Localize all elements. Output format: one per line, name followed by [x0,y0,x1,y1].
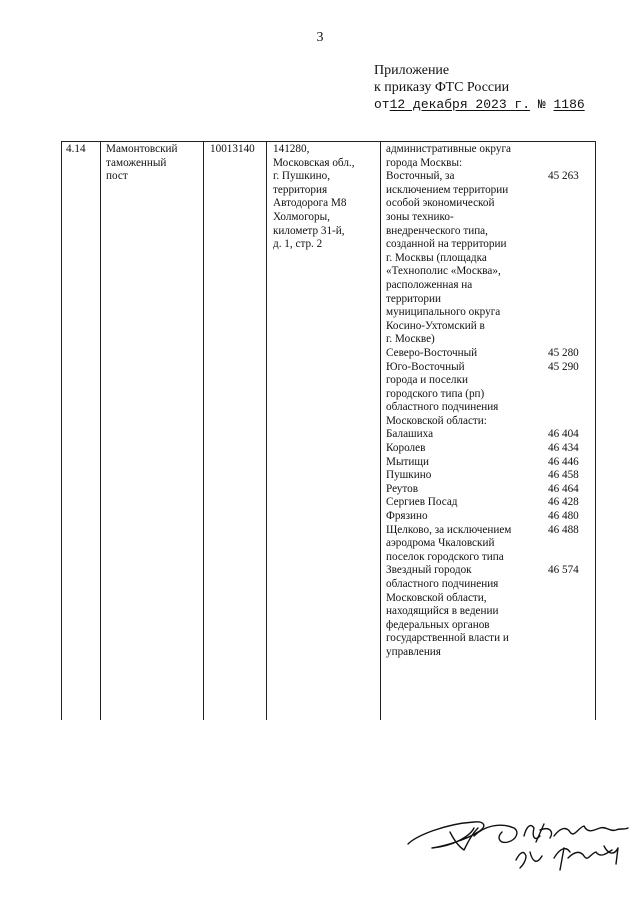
territory-line: созданной на территории [386,238,507,251]
territory-line: Пушкино [386,469,432,482]
territory-line: расположенная на [386,278,473,291]
territory-line: Фрязино [386,510,428,523]
territory-line: города и поселки [386,374,468,387]
territory-list [386,143,542,660]
okato-code: 46 574 [548,564,579,577]
address-line: территория [273,183,328,196]
row-number: 4.14 [66,143,86,155]
okato-code [548,184,596,198]
okato-code [548,401,596,415]
table-left-border [61,141,62,720]
name-line: таможенный [106,156,167,169]
territory-line: Реутов [386,482,418,495]
annex-no: 1186 [553,97,585,112]
okato-code [548,415,596,429]
address-line: г. Пушкино, [273,170,331,183]
okato-code [548,619,596,633]
territory-line: Мытищи [386,455,429,468]
annex-no-label: № [537,97,546,112]
okato-code [548,537,596,551]
territory-line: Балашиха [386,428,434,441]
okato-code [548,197,596,211]
okato-code: 46 458 [548,469,579,482]
address-line: Автодорога М8 [273,197,347,210]
territory-line: города Москвы: [386,156,463,169]
territory-line: зоны технико- [386,210,454,223]
territory-line: Московской области, [386,591,487,604]
territory-line: Королев [386,442,426,455]
territory-line: Щелково, за исключением [386,523,512,536]
okato-code [548,143,596,157]
okato-code: 45 280 [548,346,579,359]
okato-code [548,252,596,266]
okato-code: 45 263 [548,170,579,183]
territory-line: территории [386,292,441,305]
address-line: Московская обл., [273,156,355,169]
territory-line: Восточный, за [386,170,455,183]
name-line: Мамонтовский [106,143,178,155]
table-col-divider-3 [266,141,267,720]
territory-line: «Технополис «Москва», [386,265,501,278]
table-col-divider-1 [100,141,101,720]
okato-code [548,238,596,252]
annex-prefix: от [374,97,390,112]
annex-order-ref: к приказу ФТС России [374,80,510,95]
okato-code [548,605,596,619]
okato-code [548,374,596,388]
territory-line: административные округа [386,143,512,155]
okato-code: 45 290 [548,360,579,373]
territory-line: особой экономической [386,197,495,210]
okato-code: 46 488 [548,523,579,536]
territory-line: Северо-Восточный [386,346,478,359]
territory-line: аэродрома Чкаловский [386,537,495,550]
address-line: километр 31-й, [273,224,345,237]
territory-line: федеральных органов [386,618,490,631]
okato-code: 46 404 [548,428,579,441]
territory-line: государственной власти и [386,632,509,645]
territory-line: исключением территории [386,183,509,196]
okato-code [548,551,596,565]
okato-code [548,279,596,293]
territory-line: находящийся в ведении [386,605,499,618]
okato-code [548,646,596,660]
okato-code: 46 480 [548,510,579,523]
okato-code: 46 428 [548,496,579,509]
okato-code [548,225,596,239]
territory-line: областного подчинения [386,578,499,590]
okato-code [548,265,596,279]
okato-code [548,592,596,606]
territory-line: Сергиев Посад [386,496,458,509]
territory-line: Косино-Ухтомский в [386,319,485,332]
annex-date: 12 декабря 2023 г. [389,97,531,112]
territory-line: г. Москвы (площадка [386,251,487,264]
customs-post-address [273,143,381,252]
okato-code: 46 446 [548,455,579,468]
territory-line: муниципального округа [386,306,501,319]
okato-code: 46 434 [548,442,579,455]
territory-line: областного подчинения [386,401,499,414]
okato-code [548,632,596,646]
okato-code [548,320,596,334]
okato-code [548,293,596,307]
okato-code [548,211,596,225]
territory-line: Московской области: [386,414,487,427]
okato-code [548,578,596,592]
okato-code [548,306,596,320]
territory-line: Звездный городок [386,564,472,577]
territory-line: поселок городского типа [386,550,504,563]
address-line: Холмогоры, [273,210,330,223]
territory-line: городского типа (рп) [386,387,485,400]
territory-line: Юго-Восточный [386,360,465,373]
territory-line: внедренческого типа, [386,224,488,237]
territory-line: управления [386,645,441,658]
okato-code [548,333,596,347]
address-line: д. 1, стр. 2 [273,238,323,251]
address-line: 141280, [273,143,310,155]
okato-code: 46 464 [548,482,579,495]
annex-title: Приложение [374,63,450,78]
customs-post-name [106,143,204,184]
name-line: пост [106,170,128,183]
handwritten-signature-icon [404,806,630,880]
okato-code [548,157,596,171]
page-number: 3 [316,30,324,45]
customs-code: 10013140 [210,143,255,155]
okato-code [548,388,596,402]
table-col-divider-2 [203,141,204,720]
territory-line: г. Москве) [386,333,435,346]
table-top-border [61,141,595,142]
okato-code-list [548,143,596,660]
